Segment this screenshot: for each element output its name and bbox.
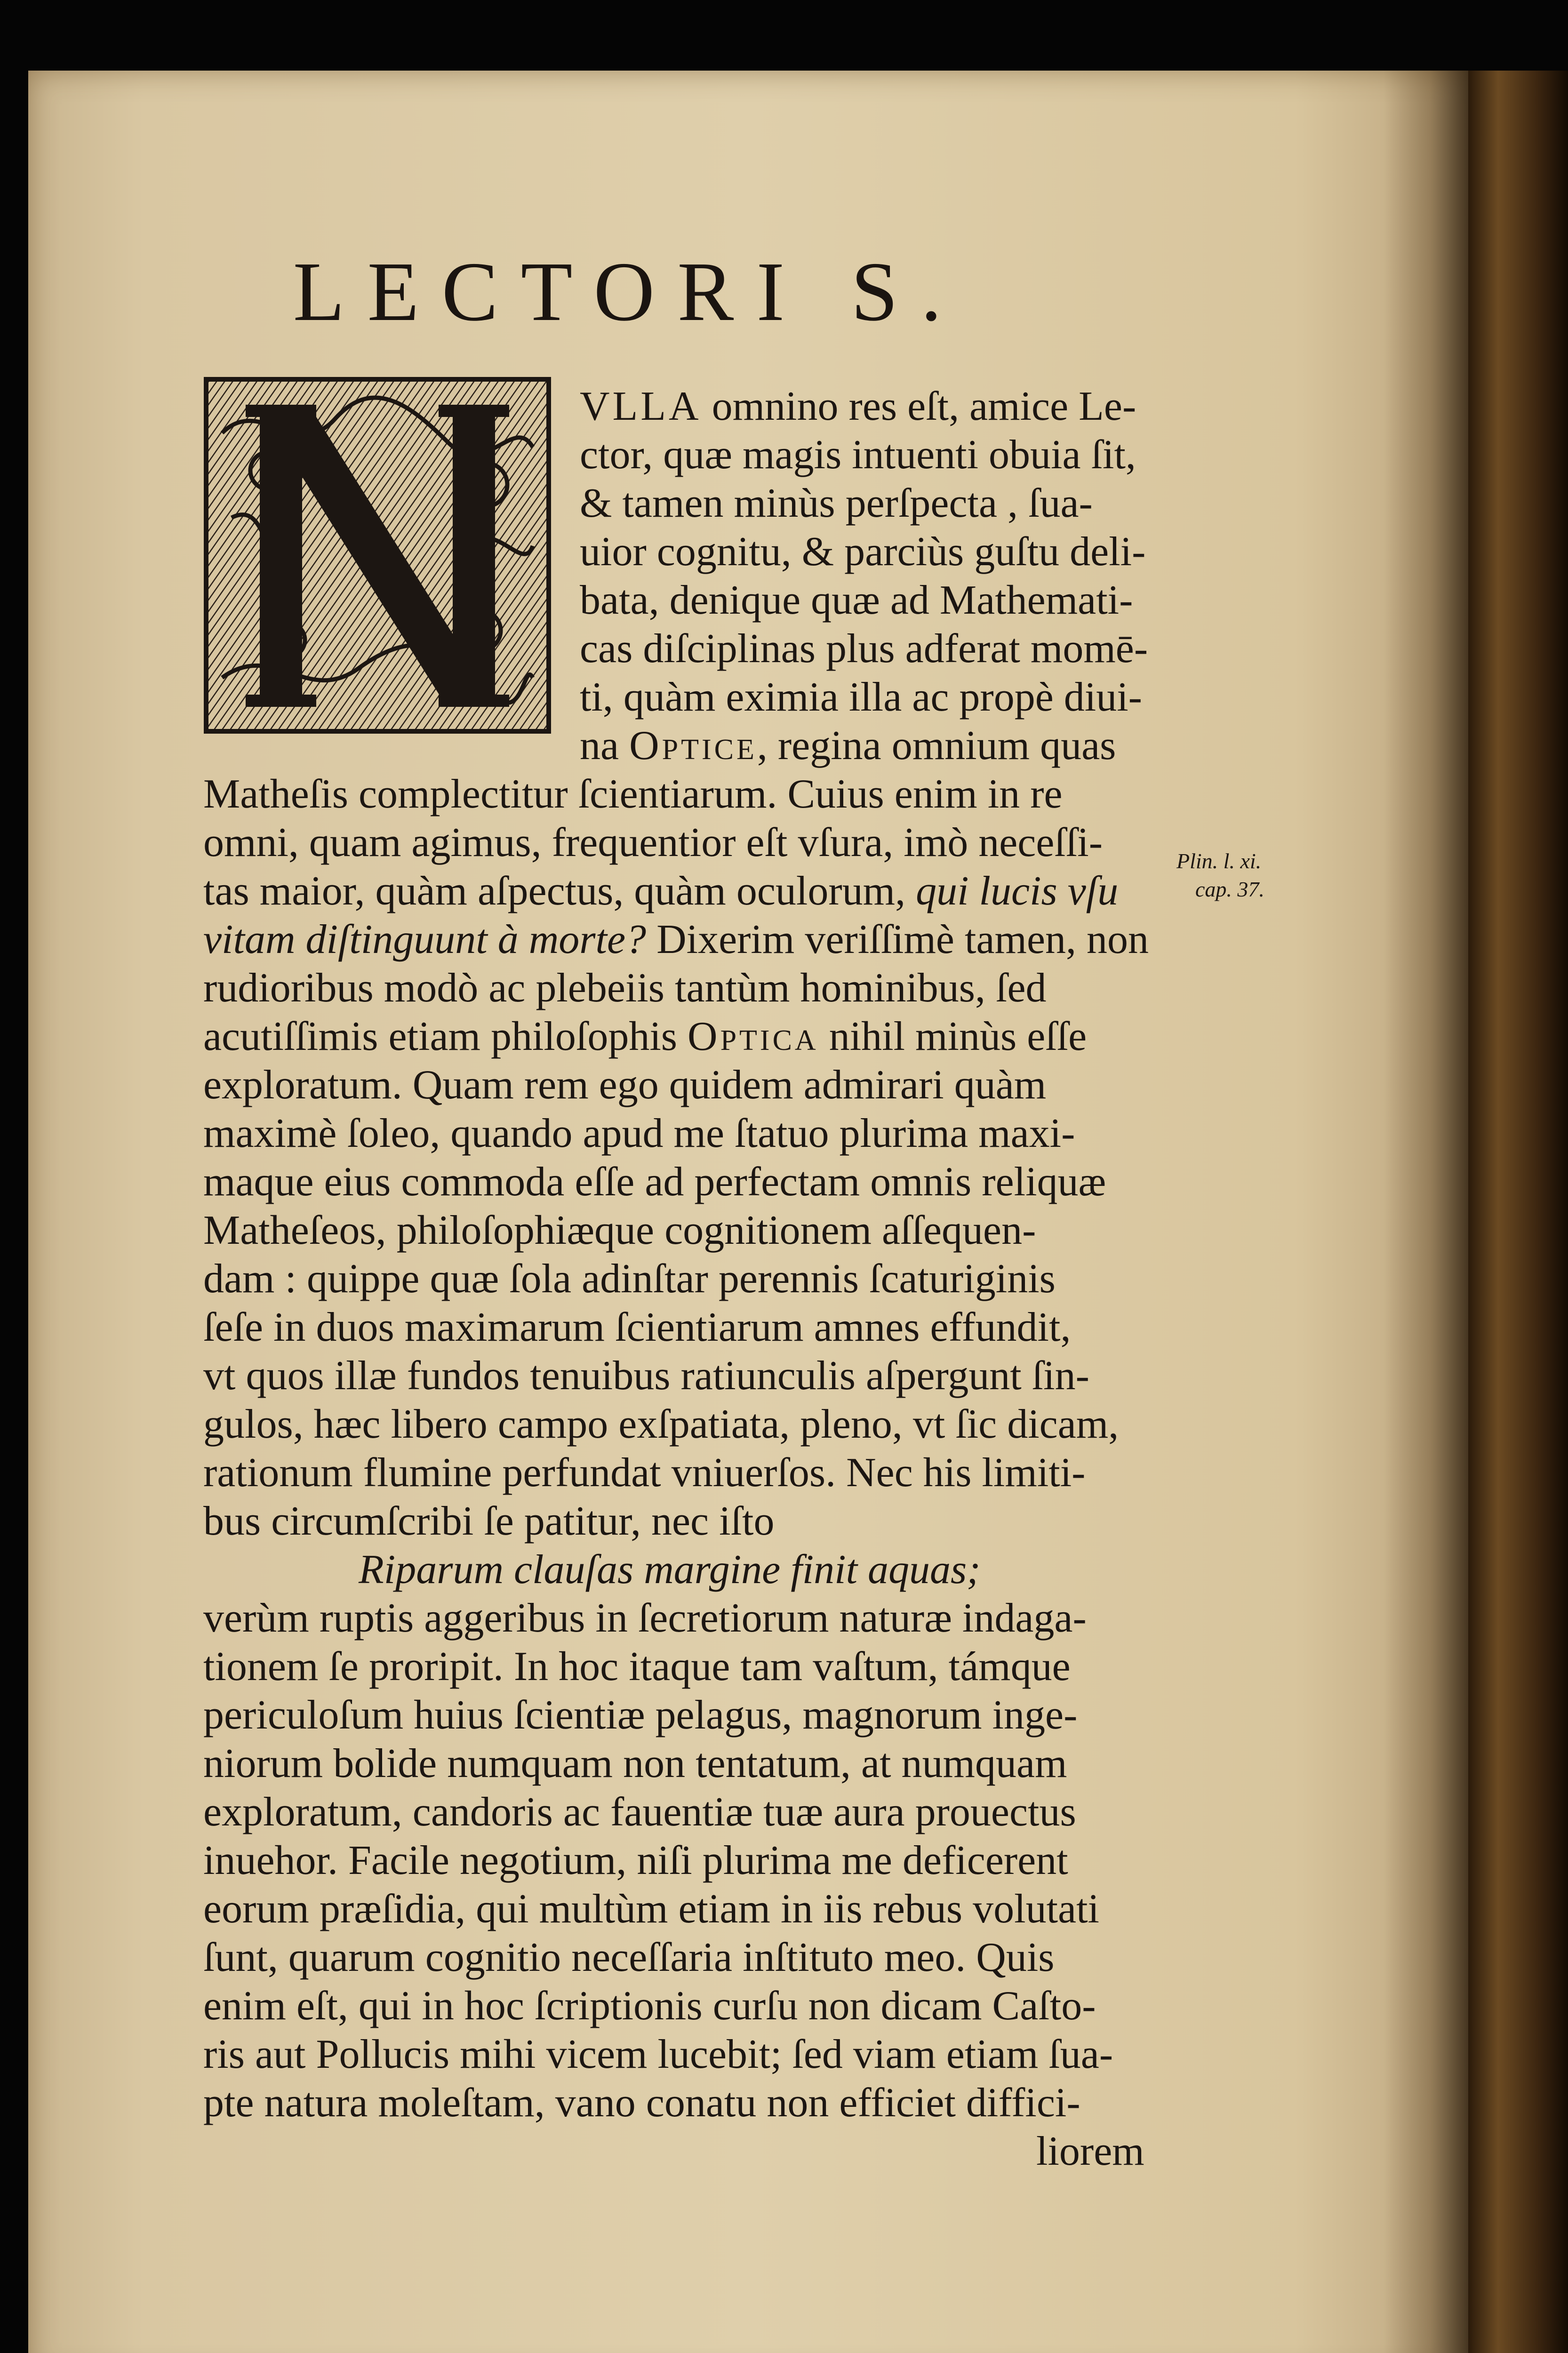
text-line	[580, 628, 1148, 670]
text-line	[203, 919, 1149, 960]
page-shadow-edge	[1384, 71, 1468, 2353]
text-line	[203, 1401, 1119, 1447]
text-line: ris aut Pollucis mihi vicem lucebit; ſed viam etiam ſua-	[203, 2032, 1113, 2077]
page-title: LECTORI S.	[293, 245, 965, 338]
line-text: exploratum. Quam rem ego quidem admirari quàm	[203, 1062, 1047, 1108]
text-line	[203, 1355, 1089, 1397]
text-line: tionem ſe proripit. In hoc itaque tam vaſtum, támque	[203, 1644, 1071, 1689]
book-spine-edge	[1468, 71, 1568, 2353]
line-text: Matheſis complectitur ſcientiarum. Cuius enim in re	[203, 771, 1063, 817]
text-line	[203, 1498, 775, 1544]
text-line: pte natura moleſtam, vano conatu non efficiet diffici-	[203, 2080, 1080, 2126]
text-line	[203, 1307, 1071, 1348]
line-text: nihil minùs eſſe	[818, 1014, 1087, 1059]
text-line: eorum præſidia, qui multùm etiam in iis rebus volutati	[203, 1886, 1099, 1932]
small-caps-word: Optica	[688, 1014, 819, 1059]
line-text: acutiſſimis etiam philoſophis	[203, 1014, 688, 1059]
text-line	[203, 1210, 1036, 1251]
opening-word: VLLA	[580, 384, 702, 429]
text-line	[203, 771, 1063, 817]
line-text: ctor, quæ magis intuenti obuia ſit,	[580, 432, 1136, 478]
line-text: cas diſciplinas plus adferat momē-	[580, 626, 1148, 672]
text-line: ſunt, quarum cognitio neceſſaria inſtituto meo. Quis	[203, 1935, 1055, 1980]
catchword: liorem	[1036, 2129, 1144, 2174]
line-text: Dixerim veriſſimè tamen, non	[646, 917, 1149, 962]
line-text: maque eius commoda eſſe ad perfectam omnis reliquæ	[203, 1159, 1106, 1205]
marginal-citation	[1176, 847, 1264, 904]
line-text: bata, denique quæ ad Mathemati-	[580, 577, 1133, 623]
text-line	[580, 531, 1145, 573]
line-text: na	[580, 723, 630, 768]
line-text: Matheſeos, philoſophiæque cognitionem aſſequen-	[203, 1208, 1036, 1253]
citation-ref: Plin. l. xi.	[1176, 849, 1262, 873]
text-line	[203, 1258, 1056, 1300]
text-line	[580, 480, 1093, 526]
line-text: ſeſe in duos maximarum ſcientiarum amnes effundit,	[203, 1305, 1071, 1350]
text-line	[580, 434, 1136, 476]
initial-letter: N	[377, 569, 378, 570]
line-text: & tamen minùs perſpecta , ſua-	[580, 480, 1093, 526]
italic-quote: vitam diſtinguunt à morte?	[203, 917, 647, 962]
text-line	[203, 965, 1047, 1011]
line-text: uior cognitu, & parciùs guſtu deli-	[580, 529, 1146, 575]
text-line: periculoſum huius ſcientiæ pelagus, magnorum inge-	[203, 1692, 1078, 1738]
text-line	[203, 1016, 1087, 1057]
italic-quote: qui lucis vſu	[916, 868, 1119, 914]
line-text: bus circumſcribi ſe patitur, nec iſto	[203, 1498, 775, 1544]
verse-quotation: Riparum clauſas margine finit aquas;	[359, 1547, 981, 1593]
line-text: rudioribus modò ac plebeiis tantùm hominibus, ſed	[203, 965, 1047, 1011]
text-line: inuehor. Facile negotium, niſi plurima me deficerent	[203, 1838, 1068, 1883]
text-line	[203, 1064, 1046, 1106]
text-line	[580, 386, 1136, 427]
line-text: , regina omnium quas	[757, 723, 1116, 768]
text-line	[203, 1113, 1075, 1154]
text-line: exploratum, candoris ac fauentiæ tuæ aura prouectus	[203, 1789, 1076, 1835]
line-text: dam : quippe quæ ſola adinſtar perennis ſcaturiginis	[203, 1256, 1056, 1302]
line-text: omni, quam agimus, frequentior eſt vſura, imò neceſſi-	[203, 820, 1103, 865]
ornamental-initial-n	[203, 376, 552, 734]
text-line	[580, 674, 1142, 720]
line-text: maximè ſoleo, quando apud me ſtatuo plurima maxi-	[203, 1111, 1075, 1156]
text-line	[580, 577, 1133, 623]
text-line: niorum bolide numquam non tentatum, at numquam	[203, 1741, 1067, 1786]
text-line	[203, 822, 1103, 864]
text-line	[580, 725, 1116, 767]
small-caps-word: Optice	[629, 723, 757, 768]
text-line	[203, 1161, 1106, 1203]
citation-chapter: cap. 37.	[1195, 877, 1264, 901]
text-line: verùm ruptis aggeribus in ſecretiorum naturæ indaga-	[203, 1595, 1087, 1641]
line-text: rationum flumine perfundat vniuerſos. Nec his limiti-	[203, 1450, 1086, 1496]
line-text: gulos, hæc libero campo exſpatiata, pleno, vt ſic dicam,	[203, 1401, 1119, 1447]
line-text: tas maior, quàm aſpectus, quàm oculorum,	[203, 868, 916, 914]
line-text: vt quos illæ fundos tenuibus ratiunculis aſpergunt ſin-	[203, 1353, 1089, 1399]
line-text: omnino res eſt, amice Le-	[701, 384, 1136, 429]
text-line	[203, 1452, 1085, 1494]
text-line: enim eſt, qui in hoc ſcriptionis curſu non dicam Caſto-	[203, 1983, 1096, 2029]
line-text: ti, quàm eximia illa ac propè diui-	[580, 674, 1142, 720]
text-line	[203, 868, 1119, 914]
